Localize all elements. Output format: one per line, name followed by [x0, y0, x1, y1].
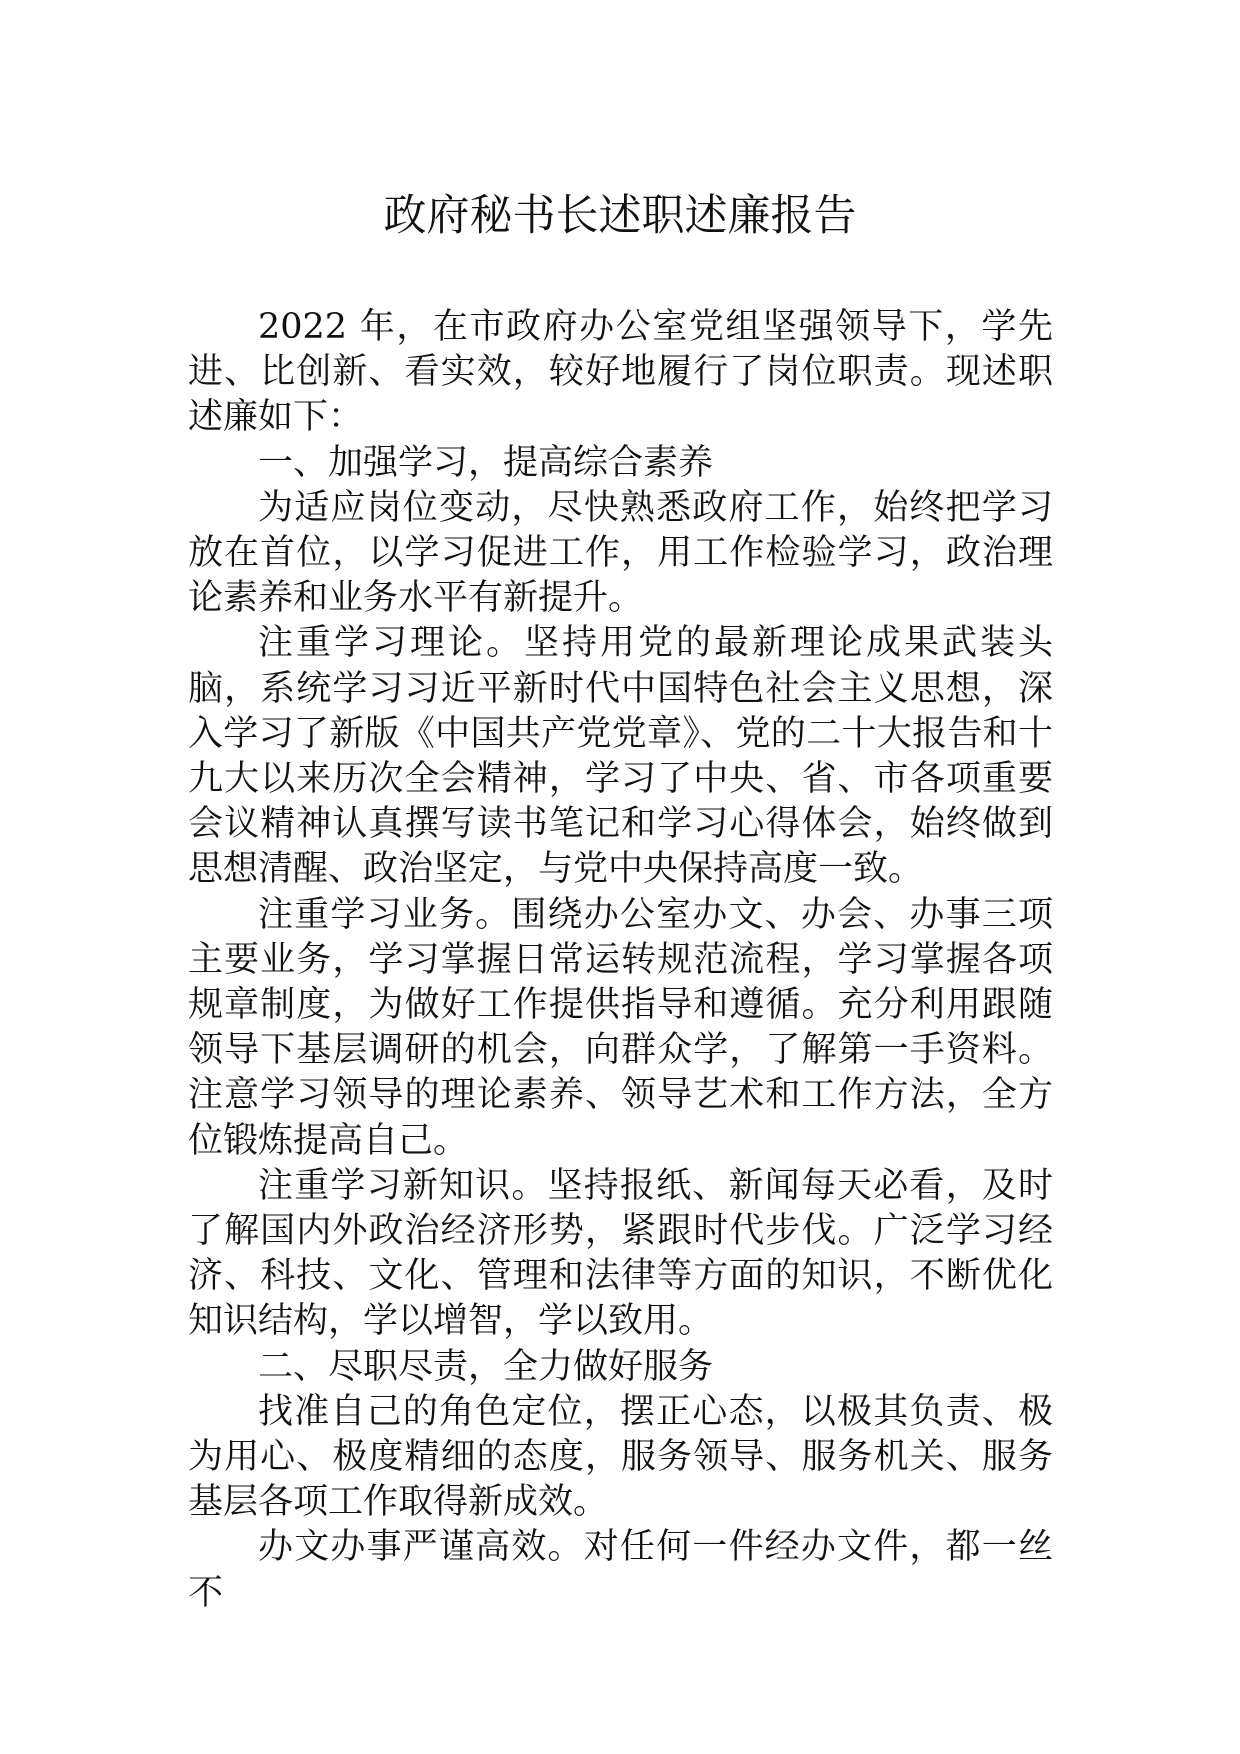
document-title: 政府秘书长述职述廉报告 [383, 191, 857, 241]
section-heading-2: 二、尽职尽责，全力做好服务 [258, 1346, 714, 1387]
paragraph-service-documents: 办文办事严谨高效。对任何一件经办文件，都一丝不 [188, 1527, 1053, 1613]
paragraph-study-theory: 注重学习理论。坚持用党的最新理论成果武装头脑，系统学习习近平新时代中国特色社会主义思想，深入学习了新版《中国共产党党章》、党的二十大报告和十九大以来历次全会精神，学习了中央、省、市各项重要会议精神认真撰写读书笔记和学习心得体会，始终做到思想清醒、政治坚定，与党中央保持高度一致。 [188, 623, 1053, 890]
paragraph-intro: 2022 年，在市政府办公室党组坚强领导下，学先进、比创新、看实效，较好地履行了岗位职责。现述职述廉如下： [188, 307, 1053, 438]
document-body [188, 305, 1053, 1616]
paragraph-service-overview: 找准自己的角色定位，摆正心态，以极其负责、极为用心、极度精细的态度，服务领导、服务机关、服务基层各项工作取得新成效。 [188, 1391, 1053, 1523]
section-heading-1: 一、加强学习，提高综合素养 [258, 442, 714, 483]
paragraph-study-new-knowledge: 注重学习新知识。坚持报纸、新闻每天必看，及时了解国内外政治经济形势，紧跟时代步伐。广泛学习经济、科技、文化、管理和法律等方面的知识，不断优化知识结构，学以增智，学以致用。 [188, 1165, 1053, 1342]
paragraph-study-overview: 为适应岗位变动，尽快熟悉政府工作，始终把学习放在首位，以学习促进工作，用工作检验学习，政治理论素养和业务水平有新提升。 [188, 487, 1053, 619]
paragraph-study-business: 注重学习业务。围绕办公室办文、办会、办事三项主要业务，学习掌握日常运转规范流程，学习掌握各项规章制度，为做好工作提供指导和遵循。充分利用跟随领导下基层调研的机会，向群众学，了解第一手资料。注意学习领导的理论素养、领导艺术和工作方法，全方位锻炼提高自己。 [188, 894, 1053, 1161]
